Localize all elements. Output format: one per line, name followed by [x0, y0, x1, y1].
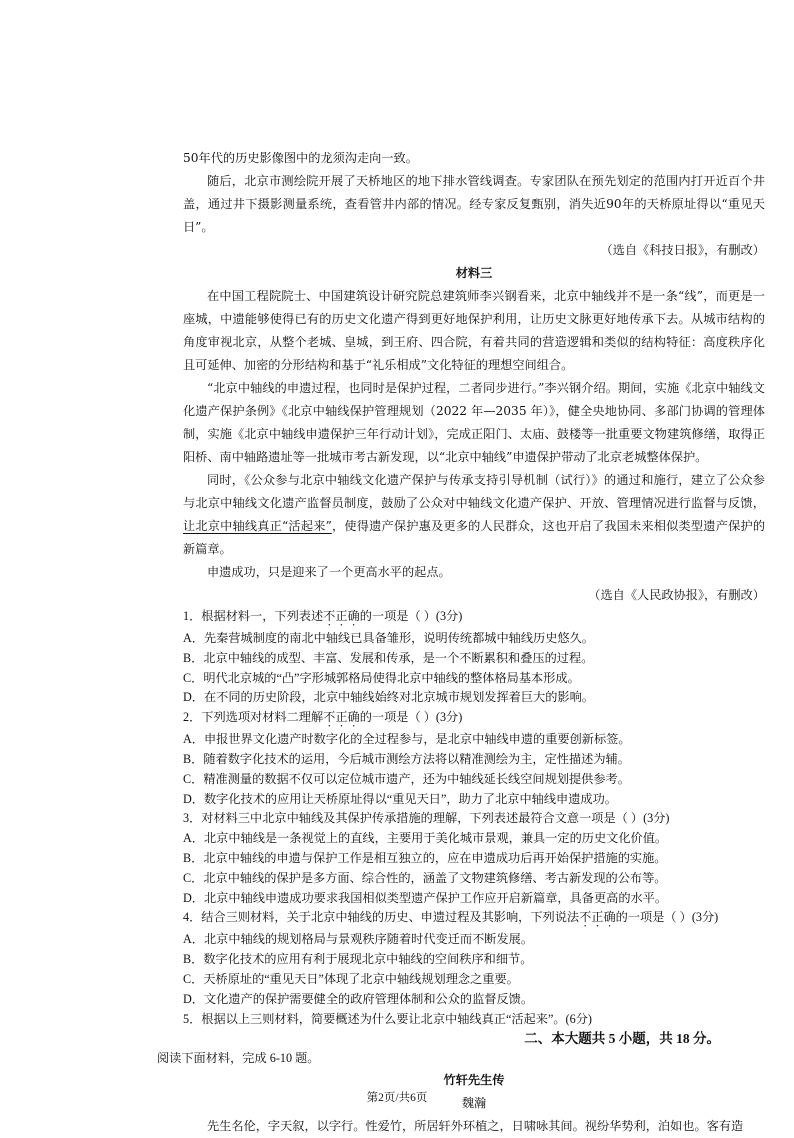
question-option[interactable]: B．北京中轴线的成型、丰富、发展和传承，是一个不断累积和叠压的过程。 — [183, 650, 594, 665]
question-option[interactable]: A．申报世界文化遗产时数字化的全过程参与，是北京中轴线申遗的重要创新标签。 — [183, 732, 631, 747]
page-content — [157, 147, 766, 1138]
passage-paragraph: 50年代的历史影像图中的龙须沟走向一致。 — [183, 151, 418, 165]
question-stem: 1．根据材料一，下列表述不正确的一项是（ ）(3分) — [183, 609, 463, 623]
question-option[interactable]: C．天桥原址的“重见天日”体现了北京中轴线规划理念之重要。 — [183, 971, 519, 986]
passage-source: （选自《科技日报》，有删改） — [600, 243, 765, 257]
passage-author: 魏瀚 — [461, 1096, 487, 1111]
question-option[interactable]: B．数字化技术的应用有利于展现北京中轴线的空间秩序和细节。 — [183, 952, 533, 967]
emphasis-text: 不正确 — [579, 910, 616, 925]
emphasis-text: 不正确 — [323, 710, 360, 725]
question-stem: 5．根据以上三则材料，简要概述为什么要让北京中轴线真正“活起来”。(6分) — [183, 1011, 592, 1026]
question-option[interactable]: C．精准测量的数据不仅可以定位城市遗产，还为中轴线延长线空间规划提供参考。 — [183, 771, 630, 786]
passage-paragraph: 在中国工程院院士、中国建筑设计研究院总建筑师李兴钢看来，北京中轴线并不是一条“线”，而更是一座城，中遗能够使得已有的历史文化遗产得到更好地保护利用，让历史文脉更好地传承下去。从城市结构的角度审视北京，从整个老城、皇城，到王府、四合院，有着共同的营造逻辑和类似的结构特征：高度秩序化且可延伸、加密的分形结构和基于“礼乐相成”文化特征的理想空间组合。 — [183, 289, 765, 372]
question-option[interactable]: C．北京中轴线的保护是多方面、综合性的，涵盖了文物建筑修缮、考古新发现的公布等。 — [183, 870, 667, 885]
passage-paragraph: 申遗成功，只是迎来了一个更高水平的起点。 — [207, 565, 451, 579]
question-option[interactable]: B．北京中轴线的申遗与保护工作是相互独立的，应在申遗成功后再开始保护措施的实施。 — [183, 850, 667, 865]
material-title: 材料三 — [455, 266, 493, 280]
question-option[interactable]: A．北京中轴线是一条视觉上的直线，主要用于美化城市景观，兼具一定的历史文化价值。 — [183, 831, 668, 846]
passage-paragraph — [183, 469, 765, 561]
passage-title: 竹轩先生传 — [443, 1073, 505, 1088]
emphasis-text: 不正确 — [323, 609, 360, 623]
question-option[interactable]: B．随着数字化技术的运用，今后城市测绘方法将以精准测绘为主，定性描述为辅。 — [183, 751, 630, 766]
question-option[interactable]: A．北京中轴线的规划格局与景观秩序随着时代变迁而不断发展。 — [183, 932, 534, 947]
passage-paragraph: “北京中轴线的申遗过程，也同时是保护过程，二者同步进行。”李兴钢介绍。期间，实施《北京中轴线文化遗产保护条例》《北京中轴线保护管理规划（2022 年—2035 年）》，健全央地协同、多部门协调的管理体制，实施《北京中轴线申遗保护三年行动计划》，完成正阳门、太庙、鼓楼等一批重要文物建筑修缮，取得正阳桥、南中轴路遗址等一批城市考古新发现，以“北京中轴线”申遗保护带动了北京老城整体保护。 — [183, 381, 765, 464]
reading-instruction: 阅读下面材料，完成 6-10 题。 — [157, 1051, 320, 1066]
question-option[interactable]: D．文化遗产的保护需要健全的政府管理体制和公众的监督反馈。 — [183, 991, 534, 1006]
question-option[interactable]: D．数字化技术的应用让天桥原址得以“重见天日”，助力了北京中轴线申遗成功。 — [183, 791, 617, 806]
passage-paragraph: 先生名伦，字天叙，以字行。性爱竹，所居轩外环植之，日啸咏其间。视纷华势利，泊如也。客有造 — [207, 1119, 744, 1134]
question-stem: 3．对材料三中北京中轴线及其保护传承措施的理解，下列表述最符合文意一项是（ ）(3分) — [183, 811, 670, 826]
question-list — [183, 607, 765, 1029]
page-footer: 第2页/共6页 — [366, 1092, 428, 1104]
question-option[interactable]: D．北京中轴线申遗成功要求我国相似类型遗产保护工作应开启新篇章，具备更高的水平。 — [183, 890, 668, 905]
paragraph-text: ，使得遗产保护惠及更多的人民群众，这也开启了我国未来相似类型遗产保护的新篇章。 — [183, 519, 766, 556]
underlined-phrase: 让北京中轴线真正“活起来” — [183, 519, 332, 533]
question-stem: 2．下列选项对材料二理解不正确的一项是（ ）(3分) — [183, 710, 463, 725]
question-option[interactable]: C．明代北京城的“凸”字形城郭格局使得北京中轴线的整体格局基本形成。 — [183, 670, 580, 685]
question-option[interactable]: D．在不同的历史阶段，北京中轴线始终对北京城市规划发挥着巨大的影响。 — [183, 690, 594, 705]
passage-paragraph: 随后，北京市测绘院开展了天桥地区的地下排水管线调查。专家团队在预先划定的范围内打开近百个井盖，通过井下摄影测量系统，查看管井内部的情况。经专家反复甄别，消失近90年的天桥原址得以“重见天日”。 — [183, 174, 765, 234]
passage-source: （选自《人民政协报》，有删改） — [588, 588, 765, 602]
question-stem: 4．结合三则材料，关于北京中轴线的历史、申遗过程及其影响，下列说法不正确的一项是（ ）(3分) — [183, 910, 719, 925]
question-option[interactable]: A．先秦营城制度的南北中轴线已具备雏形，说明传统都城中轴线历史悠久。 — [183, 631, 594, 645]
section-heading: 二、本大题共 5 小题，共 18 分。 — [524, 1031, 720, 1047]
paragraph-text: 同时，《公众参与北京中轴线文化遗产保护与传承支持引导机制（试行）》的通过和施行，建立了公众参与北京中轴线文化遗产监督员制度，鼓励了公众对中轴线文化遗产保护、开放、管理情况进行监督与反馈， — [183, 473, 765, 510]
